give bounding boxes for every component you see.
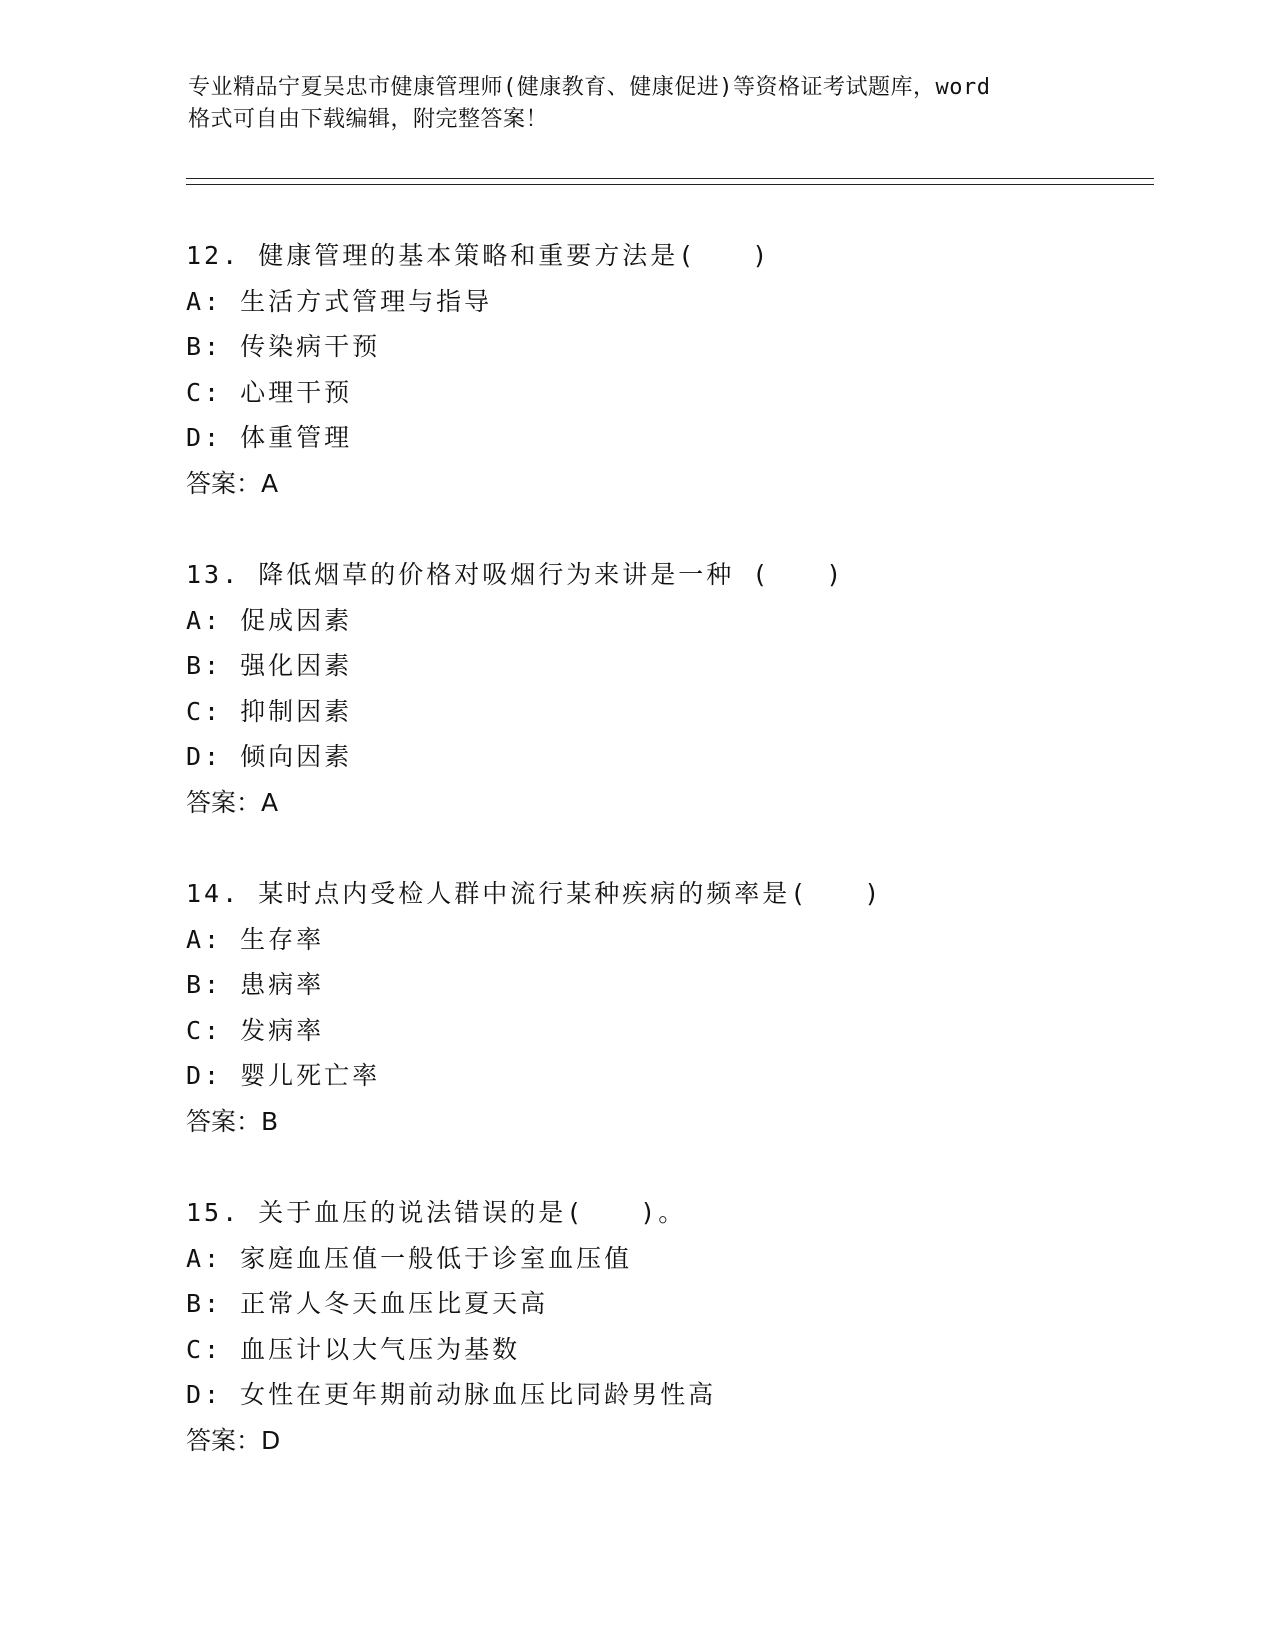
option-b: B: 传染病干预	[186, 332, 381, 361]
answer: 答案：D	[186, 1425, 281, 1455]
question-title: 13. 降低烟草的价格对吸烟行为来讲是一种 ( )	[186, 560, 845, 589]
option-c: C: 发病率	[186, 1015, 325, 1045]
option-c: C: 抑制因素	[186, 696, 353, 726]
option-d: D: 体重管理	[186, 423, 353, 452]
option-d: D: 女性在更年期前动脉血压比同龄男性高	[186, 1380, 717, 1409]
option-d: D: 婴儿死亡率	[186, 1061, 381, 1090]
question-15	[186, 1190, 1146, 1463]
header-divider-top	[186, 178, 1154, 179]
question-12	[186, 233, 1146, 506]
option-a: A: 促成因素	[186, 605, 353, 635]
option-c: C: 血压计以大气压为基数	[186, 1334, 521, 1364]
answer: 答案：A	[186, 787, 279, 817]
option-a: A: 生活方式管理与指导	[186, 286, 493, 316]
option-a: A: 生存率	[186, 924, 325, 954]
option-a: A: 家庭血压值一般低于诊室血压值	[186, 1243, 633, 1273]
option-b: B: 患病率	[186, 970, 325, 999]
option-b: B: 正常人冬天血压比夏天高	[186, 1289, 549, 1318]
question-title: 15. 关于血压的说法错误的是( )。	[186, 1198, 687, 1227]
answer: 答案：B	[186, 1106, 279, 1136]
option-c: C: 心理干预	[186, 377, 353, 407]
header-line-1: 专业精品宁夏吴忠市健康管理师(健康教育、健康促进)等资格证考试题库，word	[188, 75, 991, 100]
question-title: 14. 某时点内受检人群中流行某种疾病的频率是( )	[186, 879, 883, 908]
question-14	[186, 871, 1146, 1144]
question-13	[186, 552, 1146, 825]
header-divider-bottom	[186, 184, 1154, 185]
question-title: 12. 健康管理的基本策略和重要方法是( )	[186, 241, 771, 270]
answer: 答案：A	[186, 468, 279, 498]
document-header	[188, 72, 1068, 136]
option-b: B: 强化因素	[186, 651, 353, 680]
header-line-2: 格式可自由下载编辑，附完整答案！	[188, 107, 549, 132]
option-d: D: 倾向因素	[186, 742, 353, 771]
